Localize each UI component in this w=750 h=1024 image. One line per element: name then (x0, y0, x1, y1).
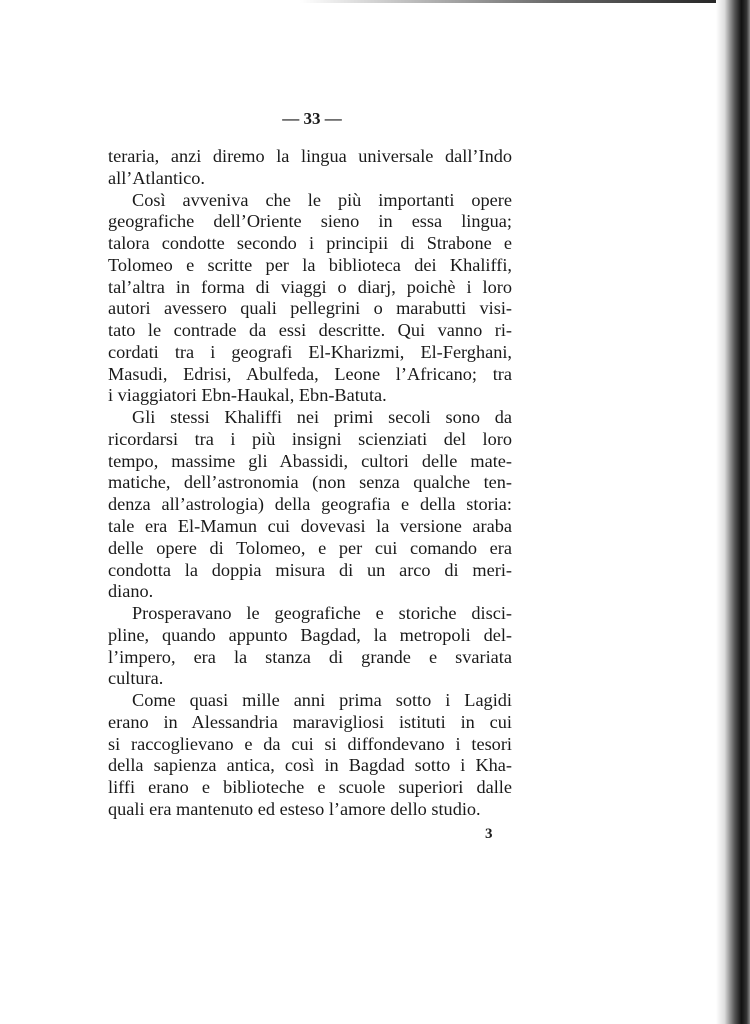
text-line: i viaggiatori Ebn-Haukal, Ebn-Batuta. (108, 385, 387, 406)
text-line: Tolomeo e scritte per la biblioteca dei Khaliffi, (108, 254, 512, 275)
text-line: cordati tra i geografi El-Kharizmi, El-Ferghani, (108, 341, 512, 362)
page-number-header: — 33 — (282, 109, 342, 128)
text-line: diano. (108, 581, 154, 602)
paragraph (108, 603, 512, 690)
paragraph (108, 146, 512, 190)
text-line: autori avessero quali pellegrini o marabutti visi- (108, 298, 512, 319)
text-line: delle opere di Tolomeo, e per cui comando era (108, 537, 512, 558)
text-line: Masudi, Edrisi, Abulfeda, Leone l’Africano; tra (108, 363, 512, 384)
text-line: cultura. (108, 668, 164, 689)
text-line: l’impero, era la stanza di grande e svariata (108, 646, 512, 667)
text-line: della sapienza antica, così in Bagdad sotto i Kha- (108, 755, 512, 776)
book-binding-shadow (716, 0, 750, 1024)
text-line: talora condotte secondo i principii di Strabone e (108, 233, 512, 254)
text-line: Gli stessi Khaliffi nei primi secoli sono da (132, 407, 512, 428)
text-line: condotta la doppia misura di un arco di meri- (108, 559, 512, 580)
text-line: si raccoglievano e da cui si diffondevano i tesori (108, 733, 512, 754)
text-line: tale era El-Mamun cui dovevasi la versione araba (108, 516, 512, 537)
signature-mark: 3 (485, 826, 493, 842)
text-line: matiche, dell’astronomia (non senza qualche ten- (108, 472, 512, 493)
paragraph (108, 690, 512, 821)
text-line: tempo, massime gli Abassidi, cultori delle mate- (108, 450, 512, 471)
text-line: ricordarsi tra i più insigni scienziati del loro (108, 428, 512, 449)
text-line: tato le contrade da essi descritte. Qui vanno ri- (108, 320, 512, 341)
paragraph (108, 407, 512, 603)
text-line: all’Atlantico. (108, 167, 205, 188)
text-line: geografiche dell’Oriente sieno in essa lingua; (108, 211, 512, 232)
scan-edge (300, 0, 730, 3)
text-line: Come quasi mille anni prima sotto i Lagidi (132, 690, 512, 711)
text-line: liffi erano e biblioteche e scuole superiori dalle (108, 777, 512, 798)
text-line: Così avveniva che le più importanti opere (132, 189, 512, 210)
text-line: erano in Alessandria maravigliosi istituti in cui (108, 711, 512, 732)
text-line: Prosperavano le geografiche e storiche disci- (132, 603, 512, 624)
text-line: quali era mantenuto ed esteso l’amore dello studio. (108, 798, 481, 819)
text-line: tal’altra in forma di viaggi o diarj, poichè i loro (108, 276, 512, 297)
body-text (108, 146, 512, 821)
paragraph (108, 190, 512, 408)
text-line: teraria, anzi diremo la lingua universale dall’Indo (108, 146, 512, 166)
text-line: denza all’astrologia) della geografia e della storia: (108, 494, 512, 515)
text-line: pline, quando appunto Bagdad, la metropoli del- (108, 624, 512, 645)
